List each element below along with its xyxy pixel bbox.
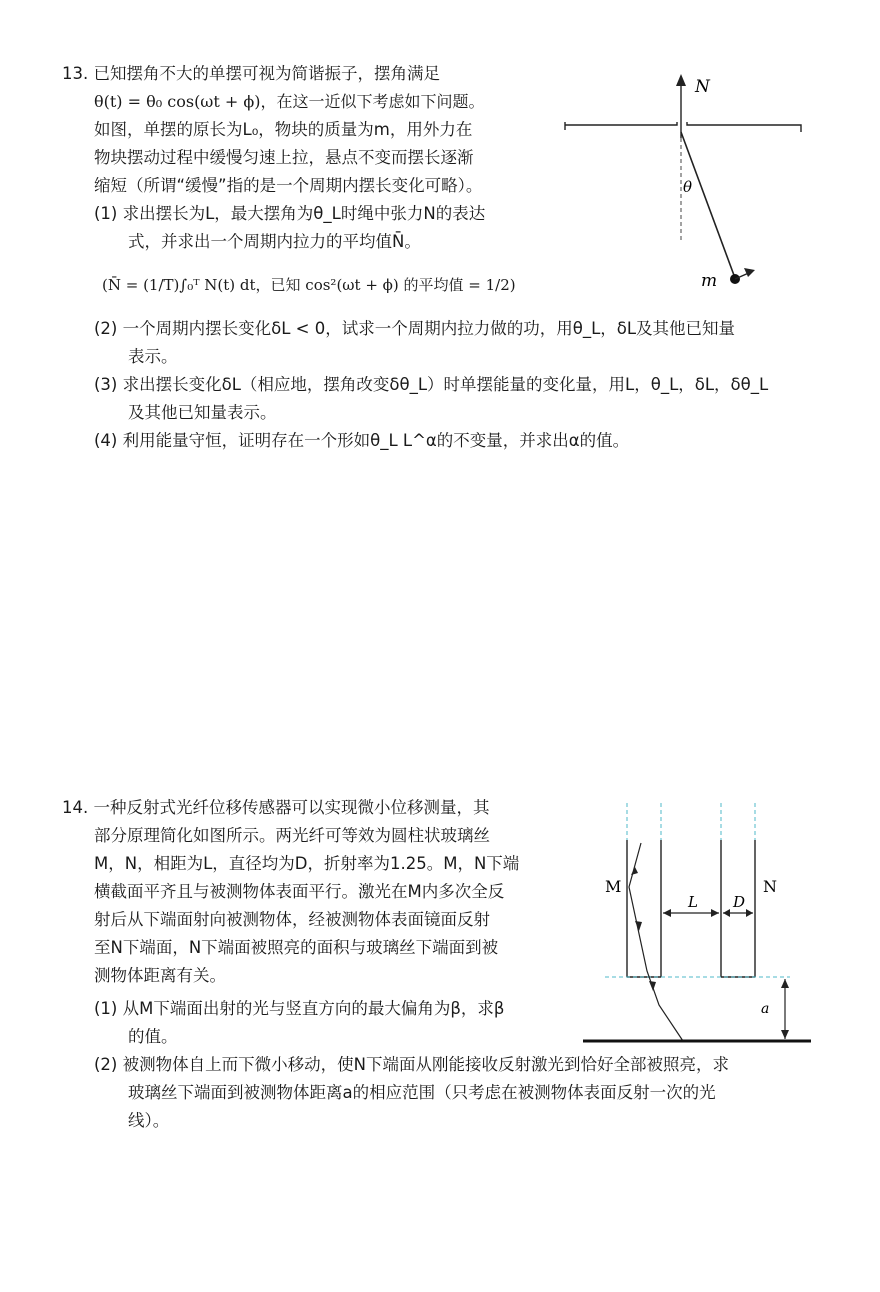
- q13-line-1: 13. 已知摆角不大的单摆可视为简谐振子，摆角满足: [62, 64, 440, 83]
- arrowhead-L-left: [663, 909, 671, 917]
- ceiling-left: [565, 122, 677, 130]
- label-theta: θ: [683, 178, 693, 196]
- q14-line-2: 部分原理简化如图所示。两光纤可等效为圆柱状玻璃丝: [94, 826, 490, 845]
- label-D: D: [733, 893, 746, 911]
- arrowhead-D-right: [746, 909, 753, 917]
- ceiling-right: [687, 122, 801, 132]
- q13-line-5: 缩短（所谓“缓慢”指的是一个周期内摆长变化可略）。: [94, 176, 483, 195]
- ray-arrow-1: [631, 867, 638, 875]
- q14-line-3: M，N，相距为L，直径均为D，折射率为1.25。M，N下端: [94, 854, 520, 873]
- label-N: N: [695, 77, 710, 97]
- q13-line-7: 式，并求出一个周期内拉力的平均值N̄。: [128, 232, 421, 251]
- q14-line-9: 的值。: [128, 1027, 178, 1046]
- ray-arrow-3: [649, 981, 656, 991]
- label-M: M: [605, 877, 622, 896]
- q14-line-11: 玻璃丝下端面到被测物体距离a的相应范围（只考虑在被测物体表面反射一次的光: [128, 1083, 716, 1102]
- q13-hint: (N̄ = (1/T)∫₀ᵀ N(t) dt，已知 cos²(ωt + ϕ) 的平均值 = 1/2): [102, 276, 516, 294]
- label-L: L: [688, 893, 698, 911]
- q14-line-12: 线）。: [128, 1111, 170, 1130]
- pendulum-figure: [555, 60, 815, 300]
- q13-line-13: (4) 利用能量守恒，证明存在一个形如θ_L L^α的不变量，并求出α的值。: [94, 431, 630, 450]
- q14-line-10: (2) 被测物体自上而下微小移动，使N下端面从刚能接收反射激光到恰好全部被照亮，求: [94, 1055, 729, 1074]
- arrowhead-a-bottom: [781, 1030, 789, 1039]
- q13-line-11: (3) 求出摆长变化δL（相应地，摆角改变δθ_L）时单摆能量的变化量，用L，θ_L，δL，δθ_L: [94, 375, 769, 394]
- q14-line-1: 14. 一种反射式光纤位移传感器可以实现微小位移测量，其: [62, 798, 490, 817]
- q13-line-4: 物块摆动过程中缓慢匀速上拉，悬点不变而摆长逐渐: [94, 148, 474, 167]
- q13-line-12: 及其他已知量表示。: [128, 403, 277, 422]
- q13-line-10: 表示。: [128, 347, 178, 366]
- ray-arrow-2: [635, 921, 642, 931]
- q14-line-7: 测物体距离有关。: [94, 966, 226, 985]
- q14-line-5: 射后从下端面射向被测物体，经被测物体表面镜面反射: [94, 910, 490, 929]
- q14-line-4: 横截面平齐且与被测物体表面平行。激光在M内多次全反: [94, 882, 505, 901]
- q13-line-3: 如图，单摆的原长为L₀，物块的质量为m，用外力在: [94, 120, 473, 139]
- label-m: m: [701, 271, 718, 291]
- label-N-fiber: N: [763, 877, 777, 896]
- arrowhead-a-top: [781, 979, 789, 988]
- arrowhead-N: [676, 74, 686, 86]
- arrowhead-D-left: [723, 909, 730, 917]
- q13-line-9: (2) 一个周期内摆长变化δL < 0，试求一个周期内拉力做的功，用θ_L，δL及其他已知量: [94, 319, 736, 338]
- pendulum-string: [681, 132, 735, 278]
- arrowhead-velocity: [744, 268, 755, 277]
- q13-line-6: (1) 求出摆长为L，最大摆角为θ_L时绳中张力N的表达: [94, 204, 486, 223]
- fiber-figure: [575, 795, 825, 1055]
- q14-line-6: 至N下端面，N下端面被照亮的面积与玻璃丝下端面到被: [94, 938, 499, 957]
- q14-line-8: (1) 从M下端面出射的光与竖直方向的最大偏角为β，求β: [94, 999, 505, 1018]
- label-a: a: [761, 1001, 770, 1017]
- arrowhead-L-right: [711, 909, 719, 917]
- q13-line-2: θ(t) = θ₀ cos(ωt + ϕ)，在这一近似下考虑如下问题。: [94, 92, 485, 111]
